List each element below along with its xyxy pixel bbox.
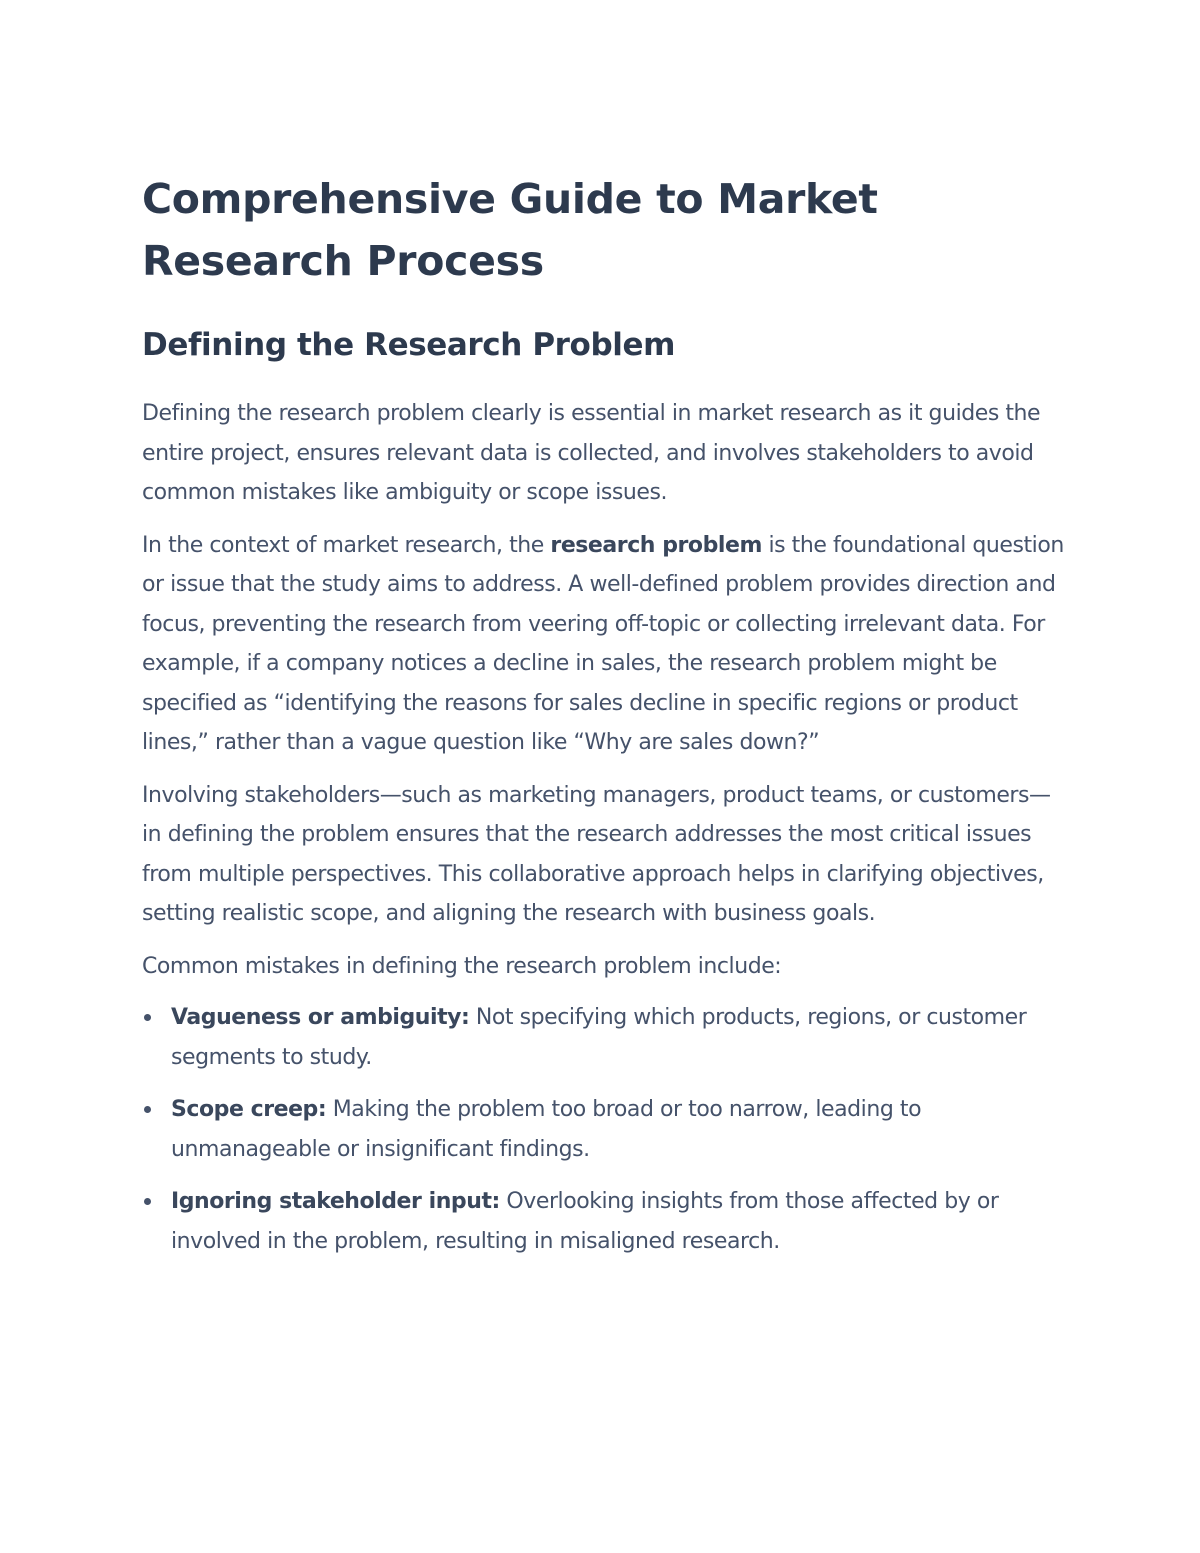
list-item-text: Overlooking insights from those affected by or involved in the problem, resulting in misaligned research. xyxy=(171,1189,999,1254)
list-item-term: Vagueness or ambiguity: xyxy=(171,1005,470,1030)
bullet-icon xyxy=(144,1014,151,1021)
list-item-term: Ignoring stakeholder input: xyxy=(171,1189,500,1214)
list-item xyxy=(142,1090,1067,1169)
stakeholders-paragraph: Involving stakeholders—such as marketing managers, product teams, or customers—in defining the problem ensures that the research addresses the most critical issues from multiple perspectives. This collaborative approach helps in clarifying objectives, setting realistic scope, and aligning the research with business goals. xyxy=(142,782,1051,926)
research-problem-term: research problem xyxy=(550,532,762,558)
list-item xyxy=(142,1182,1067,1261)
page-title: Comprehensive Guide to Market Research Process xyxy=(142,175,878,285)
section-heading: Defining the Research Problem xyxy=(142,327,675,363)
bullet-icon xyxy=(144,1106,151,1113)
intro-paragraph: Defining the research problem clearly is essential in market research as it guides the entire project, ensures relevant data is collected, and involves stakeholders to avoid common mistakes like ambiguity or scope issues. xyxy=(142,401,1041,505)
document-page xyxy=(142,168,1067,1274)
paragraph-text: In the context of market research, the xyxy=(142,532,551,558)
mistakes-list xyxy=(142,998,1067,1261)
bullet-icon xyxy=(144,1198,151,1205)
paragraph-text: is the foundational question or issue that the study aims to address. A well-defined problem provides direction and focus, preventing the research from veering off-topic or collecting irrelevant data. For example, if a company notices a decline in sales, the research problem might be specified as “identifying the reasons for sales decline in specific regions or product lines,” rather than a vague question like “Why are sales down?” xyxy=(142,532,1064,755)
list-item-term: Scope creep: xyxy=(171,1097,327,1122)
list-item-text: Not specifying which products, regions, or customer segments to study. xyxy=(171,1005,1027,1070)
list-intro: Common mistakes in defining the research problem include: xyxy=(142,953,782,979)
list-item-text: Making the problem too broad or too narrow, leading to unmanageable or insignificant findings. xyxy=(171,1097,922,1162)
research-problem-paragraph xyxy=(142,526,1067,763)
list-item xyxy=(142,998,1067,1077)
